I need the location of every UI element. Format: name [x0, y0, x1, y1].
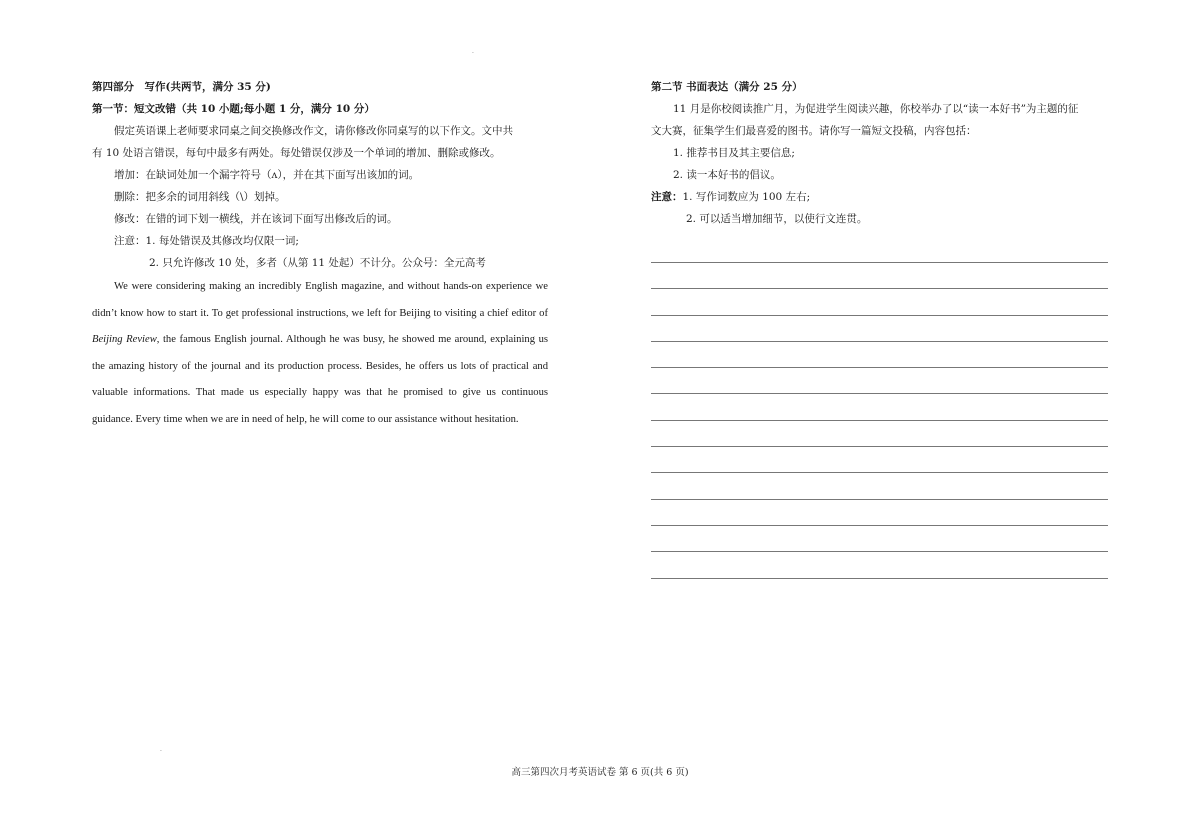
left-column [92, 76, 548, 433]
note-item-details: 2. 可以适当增加细节，以使行文连贯。 [686, 213, 868, 225]
instruction-line-1: 假定英语课上老师要求同桌之间交换修改作文，请你修改你同桌写的以下作文。文中共 [114, 125, 513, 137]
answer-line[interactable] [651, 420, 1108, 421]
answer-area[interactable] [651, 262, 1108, 604]
answer-line[interactable] [651, 367, 1108, 368]
part-four-title: 第四部分 写作(共两节，满分 35 分) [92, 81, 271, 93]
note-row-1 [651, 186, 1108, 208]
answer-line[interactable] [651, 288, 1108, 289]
passage-part-1: We were considering making an incredibly English magazine, and without hands-on experience we didn’t know how to start it. To get professional instructions, we left for Beijing to visiting a chief editor of [92, 281, 548, 319]
answer-line[interactable] [651, 341, 1108, 342]
answer-line[interactable] [651, 578, 1108, 579]
instruction-delete: 删除：把多余的词用斜线（\）划掉。 [114, 191, 286, 203]
error-correction-passage [92, 274, 548, 433]
scan-dot-bottom: · [160, 748, 162, 755]
passage-journal-name: Beijing Review [92, 334, 157, 345]
answer-line[interactable] [651, 525, 1108, 526]
instruction-line-2: 有 10 处语言错误，每句中最多有两处。每处错误仅涉及一个单词的增加、删除或修改。 [92, 147, 501, 159]
note-item-1: 注意：1. 每处错误及其修改均仅限一词; [114, 235, 299, 247]
instruction-modify: 修改：在错的词下划一横线，并在该词下面写出修改后的词。 [114, 213, 398, 225]
answer-line[interactable] [651, 551, 1108, 552]
note-label: 注意： [651, 191, 683, 203]
prompt-line-1: 11 月是你校阅读推广月，为促进学生阅读兴趣，你校举办了以“读一本好书”为主题的征 [673, 103, 1079, 115]
answer-line[interactable] [651, 499, 1108, 500]
note-item-2: 2. 只允许修改 10 处，多者（从第 11 处起）不计分。公众号：全元高考 [149, 257, 486, 269]
answer-line[interactable] [651, 262, 1108, 263]
section-one-title: 第一节：短文改错（共 10 小题;每小题 1 分，满分 10 分） [92, 103, 375, 115]
section-two-title: 第二节 书面表达（满分 25 分） [651, 81, 803, 93]
answer-line[interactable] [651, 393, 1108, 394]
note-item-words: 1. 写作词数应为 100 左右; [682, 191, 811, 203]
passage-part-2: , the famous English journal. Although he was busy, he showed me around, explaining us the amazing history of the journal and its production process. Besides, he offers us lots of practical and valuable informations. That made us especially happy was that he promised to give us continuous guidance. Every time when we are in need of help, he will come to our assistance without hesitation. [92, 334, 548, 425]
content-item-1: 1. 推荐书目及其主要信息; [673, 147, 795, 159]
content-item-2: 2. 读一本好书的倡议。 [673, 169, 781, 181]
prompt-line-2: 文大赛，征集学生们最喜爱的图书。请你写一篇短文投稿，内容包括： [651, 125, 977, 137]
answer-line[interactable] [651, 472, 1108, 473]
right-column [651, 76, 1108, 230]
instruction-add: 增加：在缺词处加一个漏字符号（ʌ），并在其下面写出该加的词。 [114, 169, 420, 181]
scan-dot-top: · [472, 50, 474, 57]
page-footer: 高三第四次月考英语试卷 第 6 页(共 6 页) [511, 767, 689, 778]
answer-line[interactable] [651, 446, 1108, 447]
answer-line[interactable] [651, 315, 1108, 316]
